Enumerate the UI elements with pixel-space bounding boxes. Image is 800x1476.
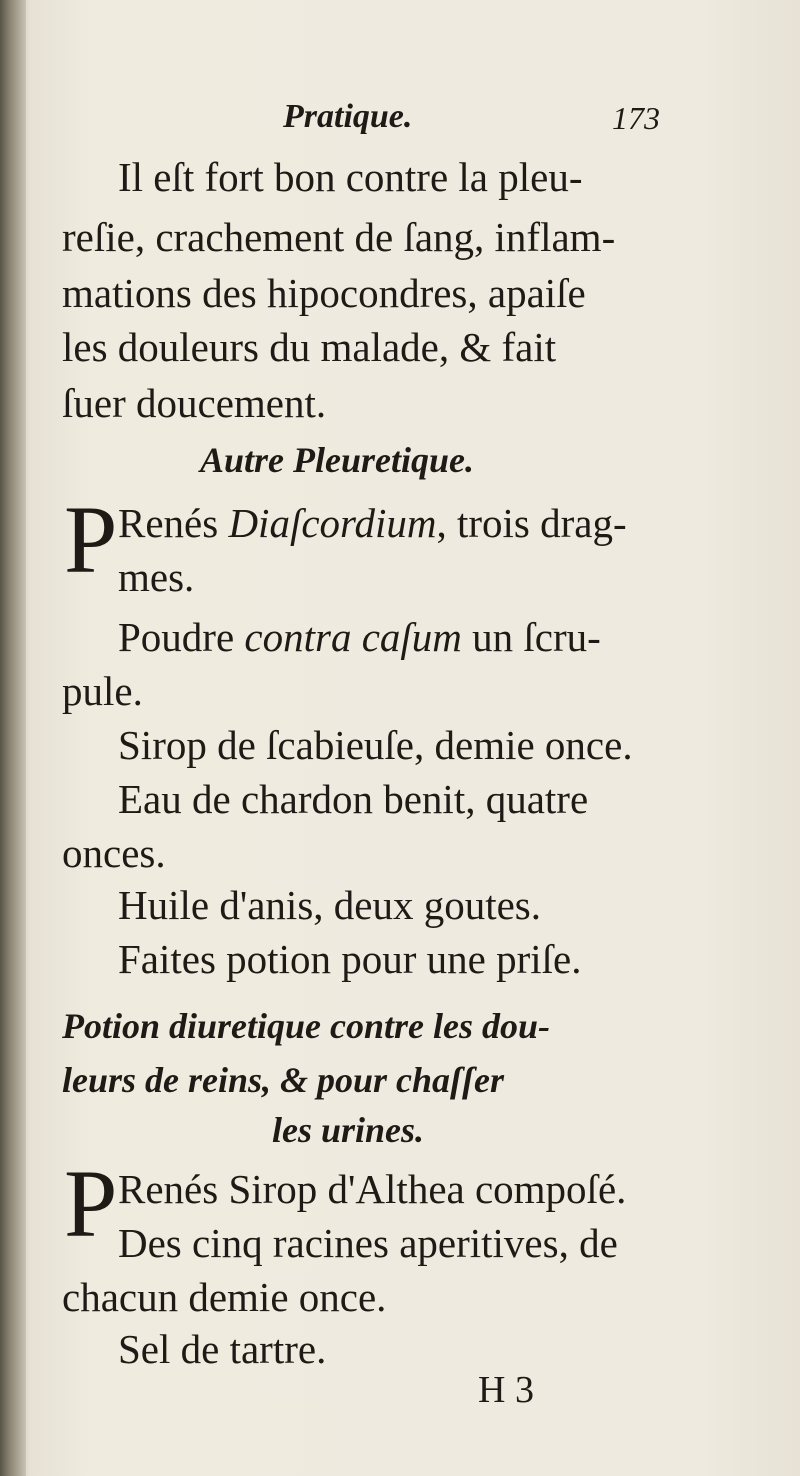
text-line: Sel de tartre.	[118, 1326, 327, 1372]
text-line: mations des hipocondres, apaiſe	[62, 270, 586, 316]
text-line: Poudre contra caſum un ſcru-	[118, 614, 601, 660]
section-heading: Potion diuretique contre les dou-	[62, 1006, 551, 1046]
text-line: ſuer doucement.	[62, 380, 327, 426]
text-line: Des cinq racines aperitives, de	[118, 1220, 618, 1266]
section-heading: les urines.	[272, 1110, 425, 1150]
drop-cap: P	[64, 1150, 118, 1257]
text-line: Renés Sirop d'Althea compoſé.	[118, 1166, 627, 1212]
page-gutter	[0, 0, 26, 1476]
section-heading: Autre Pleuretique.	[200, 440, 475, 480]
running-header: Pratique.	[283, 98, 413, 135]
text-line: Faites potion pour une priſe.	[118, 936, 582, 982]
text-line: Renés Diaſcordium, trois drag-	[118, 500, 627, 546]
text-line: les douleurs du malade, & fait	[62, 324, 557, 370]
text-line: chacun demie once.	[62, 1274, 387, 1320]
section-heading: leurs de reins, & pour chaſſer	[62, 1060, 505, 1100]
text-line: Eau de chardon benit, quatre	[118, 776, 589, 822]
text-line: mes.	[118, 554, 195, 600]
text-line: Huile d'anis, deux goutes.	[118, 882, 542, 928]
text-line: Sirop de ſcabieuſe, demie once.	[118, 722, 633, 768]
drop-cap: P	[64, 486, 118, 593]
text-line: onces.	[62, 830, 166, 876]
text-line: reſie, crachement de ſang, inflam-	[62, 214, 616, 260]
text-line: pule.	[62, 668, 143, 714]
signature-mark: H 3	[478, 1369, 534, 1411]
page-number: 173	[612, 100, 660, 136]
text-line: Il eſt fort bon contre la pleu-	[118, 154, 583, 200]
